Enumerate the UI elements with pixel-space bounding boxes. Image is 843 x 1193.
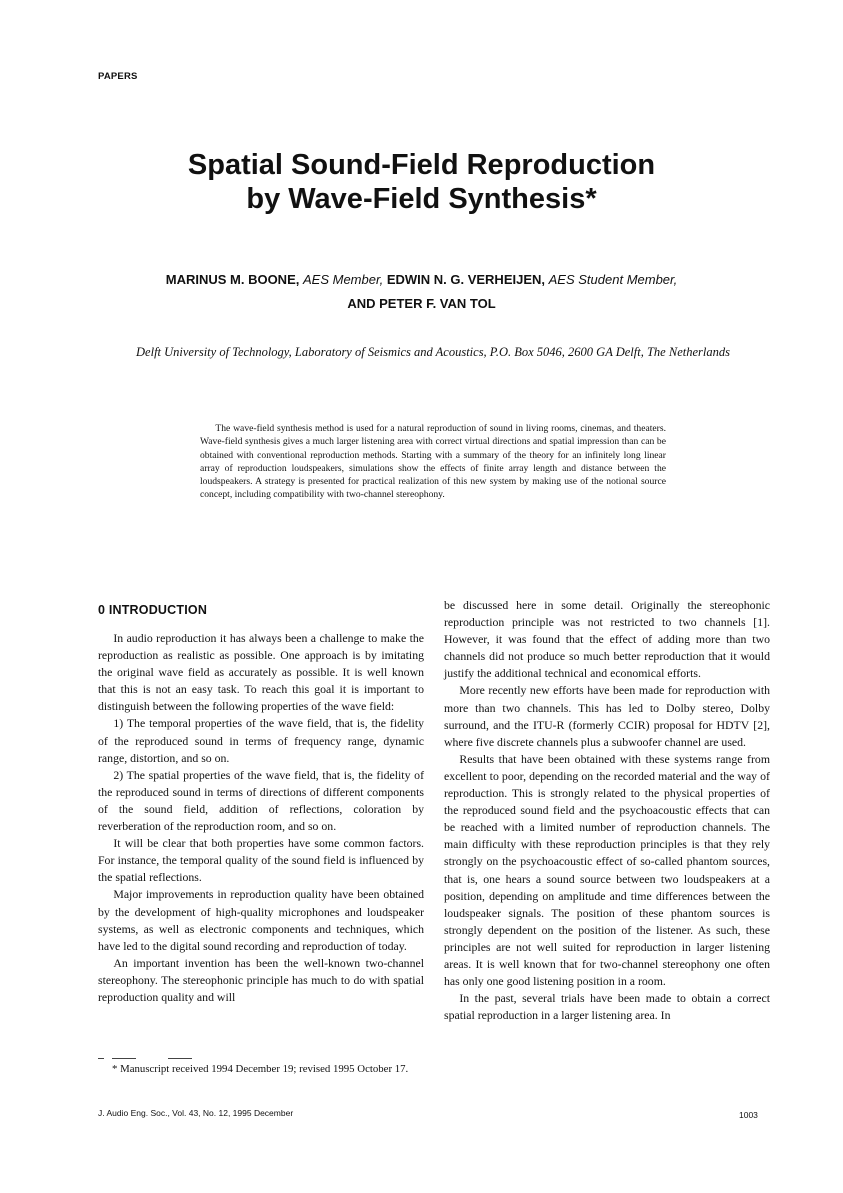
left-column (98, 630, 424, 1006)
page-number: 1003 (739, 1110, 758, 1120)
paragraph: An important invention has been the well-known two-channel stereophony. The stereophonic principle has much to do with spatial reproduction quality and will (98, 955, 424, 1004)
running-header: PAPERS (98, 71, 138, 82)
paragraph: It will be clear that both properties have some common factors. For instance, the temporal quality of the sound field is influenced by the spatial reflections. (98, 836, 424, 885)
author-van-tol: AND PETER F. VAN TOL (347, 296, 496, 311)
author-verheijen-role: AES Student Member, (548, 272, 678, 287)
paragraph: In audio reproduction it has always been a challenge to make the reproduction as realistic as possible. One approach is by imitating the original wave field as accurately as possible. It is well known that this is not an easy task. To reach this goal it is important to distinguish between the following properties of the wave field: (98, 631, 424, 714)
abstract-text: The wave-field synthesis method is used for a natural reproduction of sound in living rooms, cinemas, and theaters. Wave-field synthesis gives a much larger listening area with correct virtual directions and spatial impression than can be obtained with conventional reproduction methods. Starting with a summary of the theory for an infinitely long linear array of reproduction loudspeakers, simulations show the effects of finite array length and distance between the loudspeakers. A strategy is presented for practical realization of this new system by making use of the notional source concept, including compatibility with two-channel stereophony. (200, 423, 666, 501)
author-boone: MARINUS M. BOONE, (165, 272, 300, 287)
title-line-1: Spatial Sound-Field Reproduction (187, 149, 656, 181)
footnote (98, 1063, 424, 1076)
paragraph: In the past, several trials have been made to obtain a correct spatial reproduction in a larger listening area. In (444, 991, 770, 1023)
author-boone-role: AES Member, (302, 272, 384, 287)
paragraph: be discussed here in some detail. Originally the stereophonic reproduction principle was not restricted to two channels [1]. However, it was found that the effect of adding more than two channels did not produce so much better reproduction that it would justify the additional technical and economical efforts. (444, 598, 770, 681)
section-heading: 0 INTRODUCTION (98, 603, 208, 617)
author-verheijen: EDWIN N. G. VERHEIJEN, (386, 272, 546, 287)
paper-title (0, 148, 843, 216)
footnote-text: * Manuscript received 1994 December 19; revised 1995 October 17. (112, 1063, 409, 1075)
paragraph: 1) The temporal properties of the wave field, that is, the fidelity of the reproduced sound in terms of frequency range, dynamic range, distortion, and so on. (98, 716, 424, 765)
title-line-2: by Wave-Field Synthesis* (246, 183, 597, 215)
paragraph: Major improvements in reproduction quality have been obtained by the development of high-quality microphones and loudspeaker systems, as well as electronic components and techniques, which have led to the digital sound recording and reproduction of today. (98, 887, 424, 953)
author-list (0, 268, 843, 316)
author-line-2 (0, 292, 843, 316)
affiliation: Delft University of Technology, Laboratory of Seismics and Acoustics, P.O. Box 5046, 2600 GA Delft, The Netherlands (136, 345, 730, 359)
abstract (200, 422, 666, 502)
paragraph: More recently new efforts have been made for reproduction with more than two channels. This has led to Dolby stereo, Dolby surround, and the ITU-R (formerly CCIR) proposal for HDTV [2], where five discrete channels plus a subwoofer channel are used. (444, 683, 770, 749)
paragraph: Results that have been obtained with these systems range from excellent to poor, depending on the recorded material and the way of reproduction. This is strongly related to the physical properties of the reproduced sound field and the psychoacoustic effects that can be reached with a limited number of reproduction channels. The main difficulty with these reproduction principles is that they rely strongly on the psychoacoustic effect of so-called phantom sources, that is, one hears a sound source between two loudspeakers at a position, depending on amplitude and time differences between the loudspeaker signals. The position of these phantom sources is strongly dependent on the position of the listener. As such, these principles are not well suited for reproduction in larger listening areas. It is well known that for two-channel stereophony one often has only one good listening position in a room. (444, 751, 770, 989)
paragraph: 2) The spatial properties of the wave field, that is, the fidelity of the reproduced sound in terms of directions of different components of the sound field, addition of reflections, coloration by reverberation of the reproduction room, and so on. (98, 767, 424, 834)
journal-citation: J. Audio Eng. Soc., Vol. 43, No. 12, 1995 December (98, 1108, 294, 1118)
author-line-1 (0, 268, 843, 292)
right-column (444, 597, 770, 1024)
